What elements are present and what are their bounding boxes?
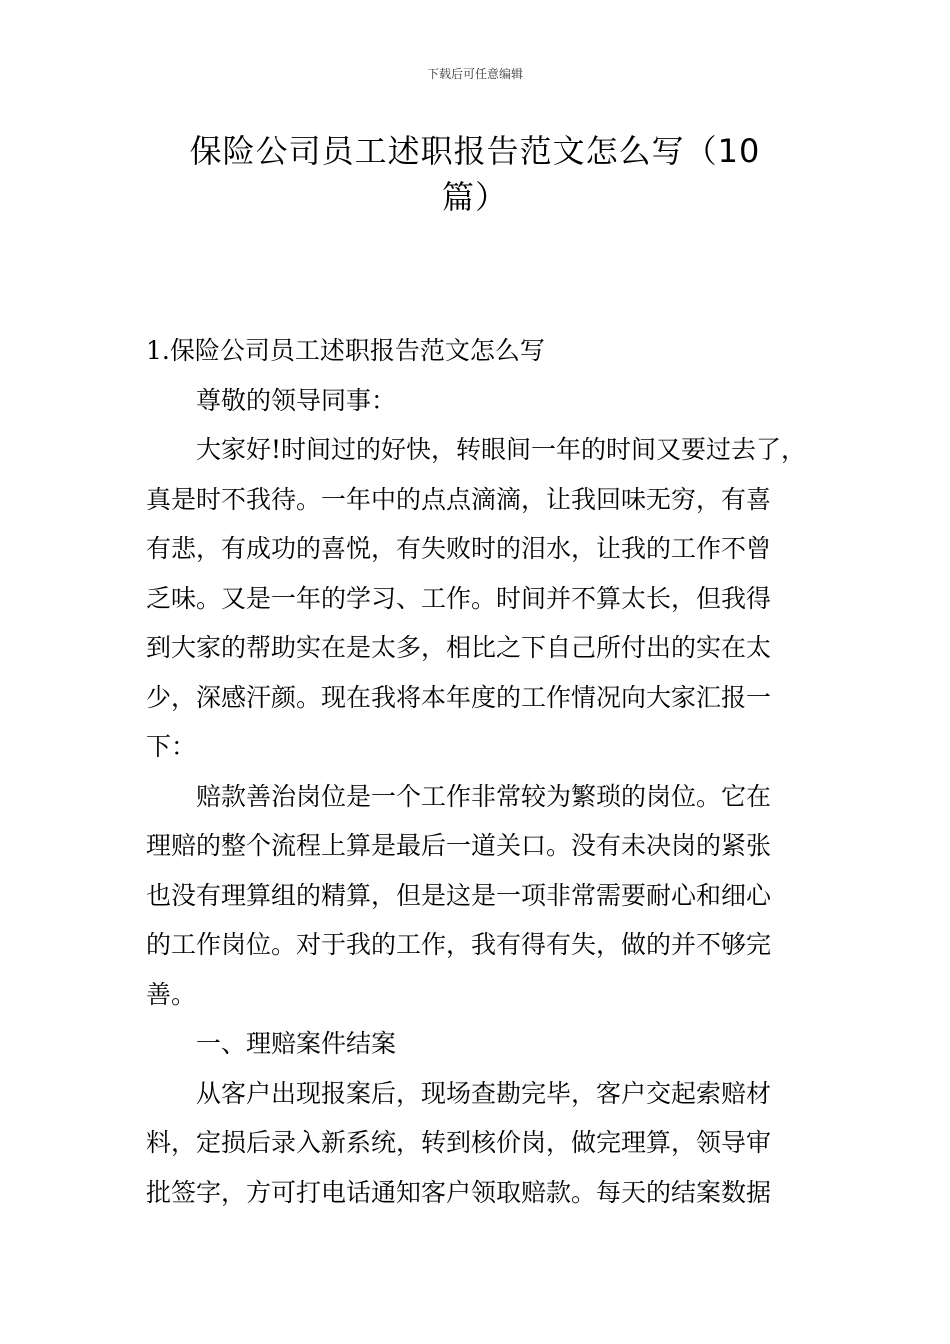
paragraph-3 [146,1069,810,1218]
paragraph-2 [146,772,810,1020]
paragraph-line: 到大家的帮助实在是太多，相比之下自己所付出的实在太 [146,633,772,662]
paragraph-line: 有悲，有成功的喜悦，有失败时的泪水，让我的工作不曾 [146,534,772,563]
subheading: 一、理赔案件结案 [196,1029,397,1058]
paragraph-line: 的工作岗位。对于我的工作，我有得有失，做的并不够完 [146,930,772,959]
section-heading: 1.保险公司员工述职报告范文怎么写 [146,336,545,365]
header-note: 下载后可任意编辑 [426,67,523,81]
paragraph-line: 下： [146,732,197,761]
paragraph-line: 理赔的整个流程上算是最后一道关口。没有未决岗的紧张 [146,831,772,860]
paragraph-line: 真是时不我待。一年中的点点滴滴，让我回味无穷，有喜 [146,484,772,514]
paragraph-line: 也没有理算组的精算，但是这是一项非常需要耐心和细心 [146,880,772,910]
paragraph-line: 从客户出现报案后，现场查勘完毕，客户交起索赔材 [196,1078,772,1108]
paragraph-line: 大家好!时间过的好快，转眼间一年的时间又要过去了， [196,435,807,464]
paragraph-line: 料，定损后录入新系统，转到核价岗，做完理算，领导审 [146,1128,772,1157]
paragraph-line: 赔款善治岗位是一个工作非常较为繁琐的岗位。它在 [196,781,772,811]
paragraph-line: 批签字，方可打电话通知客户领取赔款。每天的结案数据 [146,1177,772,1207]
document-body [146,326,810,1217]
title-line-2: 篇） [441,178,508,216]
paragraph-line: 乏味。又是一年的学习、工作。时间并不算太长，但我得 [146,583,772,613]
salutation: 尊敬的领导同事： [196,385,397,415]
title-line-1: 保险公司员工述职报告范文怎么写（10 [189,132,761,170]
document-title [150,128,800,220]
paragraph-1 [146,425,810,772]
paragraph-line: 善。 [146,979,197,1009]
paragraph-line: 少，深感汗颜。现在我将本年度的工作情况向大家汇报一 [146,682,772,712]
